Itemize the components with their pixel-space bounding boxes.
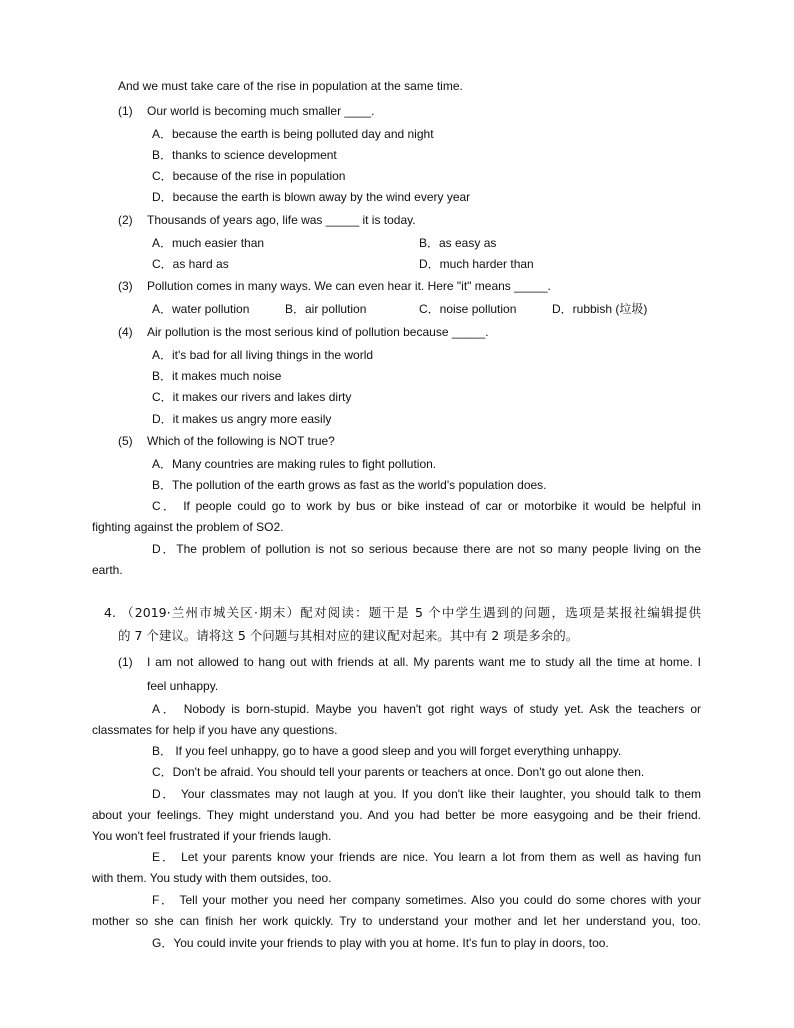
section-4-question-1-number: (1)	[118, 655, 133, 669]
section-4-header-line-1: 4. （2019·兰州市城关区·期末）配对阅读：题干是 5 个中学生遇到的问题，选项是某报社编辑提供	[104, 605, 701, 620]
question-5-option-c-line-1: C． If people could go to work by bus or bike instead of car or motorbike it would be helpful in	[152, 499, 701, 513]
question-4-option-b: B．it makes much noise	[152, 369, 282, 383]
intro-line: And we must take care of the rise in population at the same time.	[118, 79, 463, 93]
advice-d-line-1: D． Your classmates may not laugh at you. If you don't like their laughter, you should talk to them	[152, 787, 701, 801]
question-1-option-d: D．because the earth is blown away by the wind every year	[152, 190, 471, 204]
advice-f-line-1: F． Tell your mother you need her company sometimes. Also you could do some chores with your	[152, 893, 701, 907]
question-5-option-d-line-2: earth.	[92, 563, 123, 577]
question-2-option-a: A．much easier than	[152, 236, 265, 250]
question-4-option-d: D．it makes us angry more easily	[152, 412, 332, 426]
question-1-option-a: A．because the earth is being polluted day and night	[152, 127, 434, 141]
advice-a-line-2: classmates for help if you have any questions.	[92, 723, 338, 737]
advice-d-line-2: about your feelings. They might understand you. And you had better be more easygoing and be their friend.	[92, 808, 701, 822]
section-4-header-line-2: 的 7 个建议。请将这 5 个问题与其相对应的建议配对起来。其中有 2 项是多余的。	[118, 628, 579, 643]
advice-e-line-1: E． Let your parents know your friends are nice. You learn a lot from them as well as having fun	[152, 850, 701, 864]
advice-e-line-2: with them. You study with them outsides, too.	[92, 871, 332, 885]
question-5-stem: Which of the following is NOT true?	[147, 434, 335, 448]
question-3-stem: Pollution comes in many ways. We can even hear it. Here "it" means _____.	[147, 279, 551, 293]
question-5-option-a: A．Many countries are making rules to fight pollution.	[152, 457, 437, 471]
question-2-option-d: D．much harder than	[419, 257, 534, 271]
question-4-option-a: A．it's bad for all living things in the world	[152, 348, 374, 362]
question-5-number: (5)	[118, 434, 133, 448]
advice-f-line-2: mother so she can finish her work quickly. Try to understand your mother and let her understand you, too.	[92, 914, 701, 928]
question-2-stem: Thousands of years ago, life was _____ it is today.	[147, 213, 416, 227]
question-2-option-b: B．as easy as	[419, 236, 497, 250]
question-2-number: (2)	[118, 213, 133, 227]
question-4-option-c: C．it makes our rivers and lakes dirty	[152, 390, 352, 404]
question-4-number: (4)	[118, 325, 133, 339]
question-5-option-b: B．The pollution of the earth grows as fast as the world's population does.	[152, 478, 547, 492]
question-3-option-c: C．noise pollution	[419, 302, 517, 316]
question-2-option-c: C．as hard as	[152, 257, 229, 271]
question-3-option-d: D．rubbish (垃圾)	[552, 302, 648, 316]
question-1-option-b: B．thanks to science development	[152, 148, 337, 162]
question-1-number: (1)	[118, 104, 133, 118]
section-4-question-1-line-1: I am not allowed to hang out with friends at all. My parents want me to study all the time at home. I	[147, 655, 701, 669]
advice-g: G．You could invite your friends to play with you at home. It's fun to play in doors, too.	[152, 936, 609, 950]
question-3-number: (3)	[118, 279, 133, 293]
advice-d-line-3: You won't feel frustrated if your friends laugh.	[92, 829, 332, 843]
question-4-stem: Air pollution is the most serious kind of pollution because _____.	[147, 325, 489, 339]
question-3-option-b: B．air pollution	[285, 302, 367, 316]
question-5-option-d-line-1: D．The problem of pollution is not so serious because there are not so many people living on the	[152, 542, 701, 556]
question-5-option-c-line-2: fighting against the problem of SO2.	[92, 520, 284, 534]
question-1-stem: Our world is becoming much smaller ____.	[147, 104, 375, 118]
advice-b: B． If you feel unhappy, go to have a good sleep and you will forget everything unhappy.	[152, 744, 622, 758]
advice-c: C．Don't be afraid. You should tell your parents or teachers at once. Don't go out alone then.	[152, 765, 645, 779]
advice-a-line-1: A． Nobody is born-stupid. Maybe you haven't got right ways of study yet. Ask the teachers or	[152, 702, 701, 716]
section-4-question-1-line-2: feel unhappy.	[147, 679, 219, 693]
question-1-option-c: C．because of the rise in population	[152, 169, 346, 183]
question-3-option-a: A．water pollution	[152, 302, 250, 316]
